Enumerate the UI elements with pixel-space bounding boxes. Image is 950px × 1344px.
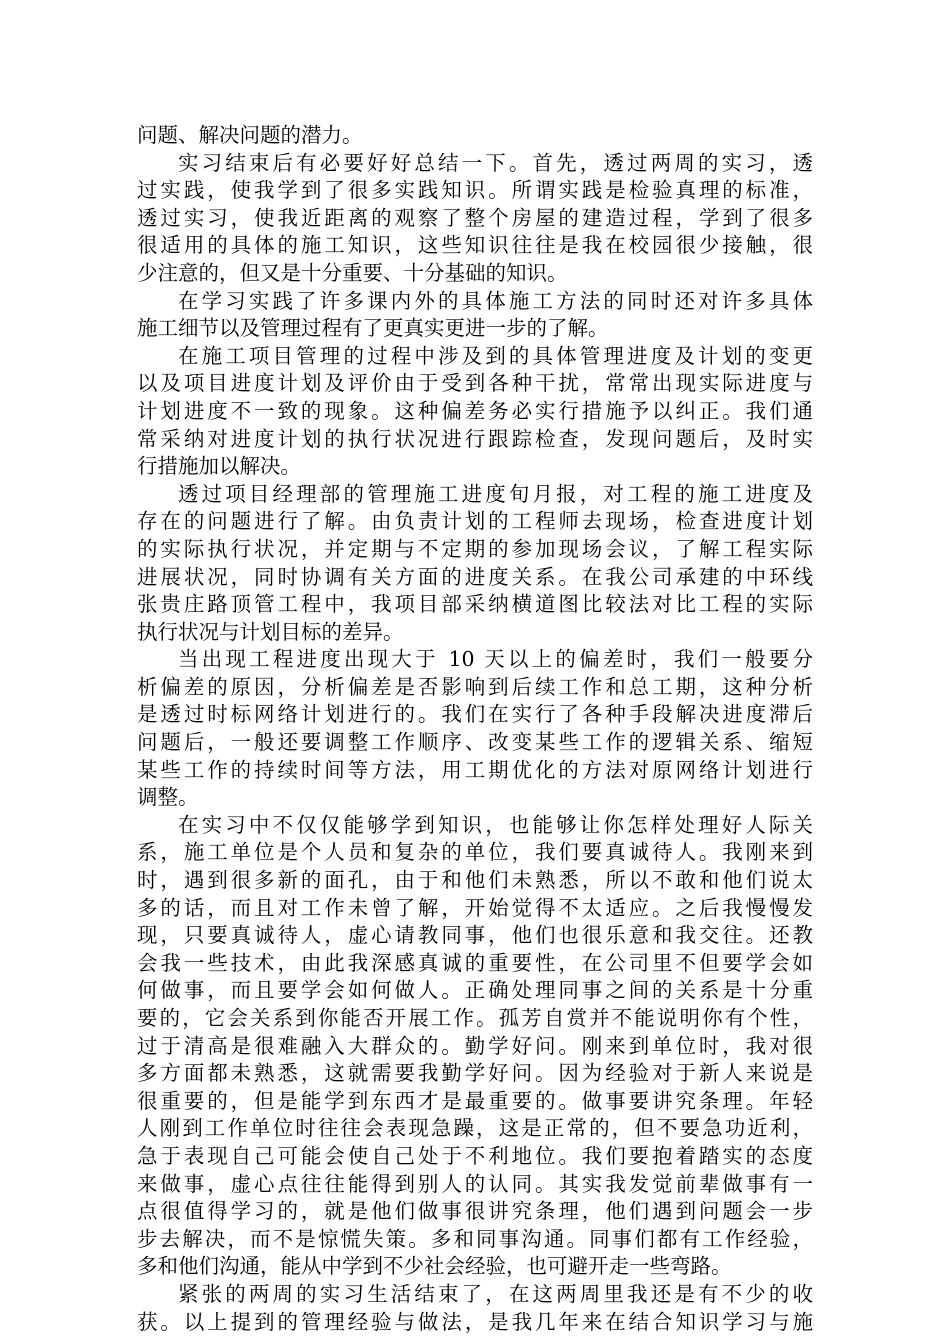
text-line: 计划进度不一致的现象。这种偏差务必实行措施予以纠正。我们通 — [137, 398, 813, 423]
text-line: 问题后，一般还要调整工作顺序、改变某些工作的逻辑关系、缩短 — [137, 730, 813, 755]
text-line: 是透过时标网络计划进行的。我们在实行了各种手段解决进度滞后 — [137, 702, 813, 727]
text-line: 析偏差的原因，分析偏差是否影响到后续工作和总工期，这种分析 — [137, 674, 813, 699]
text-line: 实习结束后有必要好好总结一下。首先，透过两周的实习，透 — [178, 150, 813, 175]
text-line: 某些工作的持续时间等方法，用工期优化的方法对原网络计划进行 — [137, 757, 813, 782]
text-line: 在实习中不仅仅能够学到知识，也能够让你怎样处理好人际关 — [178, 812, 813, 837]
text-line: 过实践，使我学到了很多实践知识。所谓实践是检验真理的标准， — [137, 178, 813, 203]
text-line: 透过项目经理部的管理施工进度旬月报，对工程的施工进度及 — [178, 481, 813, 506]
text-line: 急于表现自己可能会使自己处于不利地位。我们要抱着踏实的态度 — [137, 1143, 813, 1168]
text-line: 少注意的，但又是十分重要、十分基础的知识。 — [137, 260, 568, 285]
text-line: 进展状况，同时协调有关方面的进度关系。在我公司承建的中环线 — [137, 564, 813, 589]
text-line: 现，只要真诚待人，虚心请教同事，他们也很乐意和我交往。还教 — [137, 923, 813, 948]
text-line: 点很值得学习的，就是他们做事很讲究条理，他们遇到问题会一步 — [137, 1199, 813, 1224]
text-line: 系，施工单位是个人员和复杂的单位，我们要真诚待人。我刚来到 — [137, 840, 813, 865]
text-line: 多方面都未熟悉，这就需要我勤学好问。因为经验对于新人来说是 — [137, 1061, 813, 1086]
text-line: 步去解决，而不是惊慌失策。多和同事沟通。同事们都有工作经验， — [137, 1226, 813, 1251]
text-line: 以及项目进度计划及评价由于受到各种干扰，常常出现实际进度与 — [137, 371, 813, 396]
text-line: 多和他们沟通，能从中学到不少社会经验，也可避开走一些弯路。 — [137, 1254, 732, 1279]
text-line: 多的话，而且对工作未曾了解，开始觉得不太适应。之后我慢慢发 — [137, 895, 813, 920]
text-line: 很适用的具体的施工知识，这些知识往往是我在校园很少接触，很 — [137, 233, 813, 258]
text-line: 问题、解决问题的潜力。 — [137, 123, 363, 147]
text-line: 获。以上提到的管理经验与做法，是我几年来在结合知识学习与施 — [137, 1309, 813, 1334]
text-line: 常采纳对进度计划的执行状况进行跟踪检查，发现问题后，及时实 — [137, 426, 813, 451]
document-body — [137, 122, 813, 1336]
text-line: 过于清高是很难融入大群众的。勤学好问。刚来到单位时，我对很 — [137, 1033, 813, 1058]
text-line: 施工细节以及管理过程有了更真实更进一步的了解。 — [137, 316, 609, 341]
text-line: 透过实习，使我近距离的观察了整个房屋的建造过程，学到了很多 — [137, 205, 813, 230]
text-line: 时，遇到很多新的面孔，由于和他们未熟悉，所以不敢和他们说太 — [137, 868, 813, 893]
text-line: 行措施加以解决。 — [137, 454, 301, 479]
text-line: 紧张的两周的实习生活结束了，在这两周里我还是有不少的收 — [178, 1281, 813, 1306]
text-line: 很重要的，但是能学到东西才是最重要的。做事要讲究条理。年轻 — [137, 1088, 813, 1113]
text-line: 在施工项目管理的过程中涉及到的具体管理进度及计划的变更 — [178, 343, 813, 368]
text-line: 张贵庄路顶管工程中，我项目部采纳横道图比较法对比工程的实际 — [137, 592, 813, 617]
text-line: 来做事，虚心点往往能得到别人的认同。其实我发觉前辈做事有一 — [137, 1171, 813, 1196]
text-line: 人刚到工作单位时往往会表现急躁，这是正常的，但不要急功近利， — [137, 1116, 813, 1141]
text-line: 要的，它会关系到你能否开展工作。孤芳自赏并不能说明你有个性， — [137, 1006, 813, 1030]
text-line: 的实际执行状况，并定期与不定期的参加现场会议，了解工程实际 — [137, 536, 813, 561]
text-line: 存在的问题进行了解。由负责计划的工程师去现场，检查进度计划 — [137, 509, 813, 534]
text-line: 当出现工程进度出现大于 10 天以上的偏差时，我们一般要分 — [178, 647, 813, 672]
text-line: 执行状况与计划目标的差异。 — [137, 619, 404, 644]
text-line: 在学习实践了许多课内外的具体施工方法的同时还对许多具体 — [178, 288, 813, 313]
text-line: 会我一些技术，由此我深感真诚的重要性，在公司里不但要学会如 — [137, 950, 813, 975]
text-line: 何做事，而且要学会如何做人。正确处理同事之间的关系是十分重 — [137, 978, 813, 1003]
text-line: 调整。 — [137, 785, 199, 810]
